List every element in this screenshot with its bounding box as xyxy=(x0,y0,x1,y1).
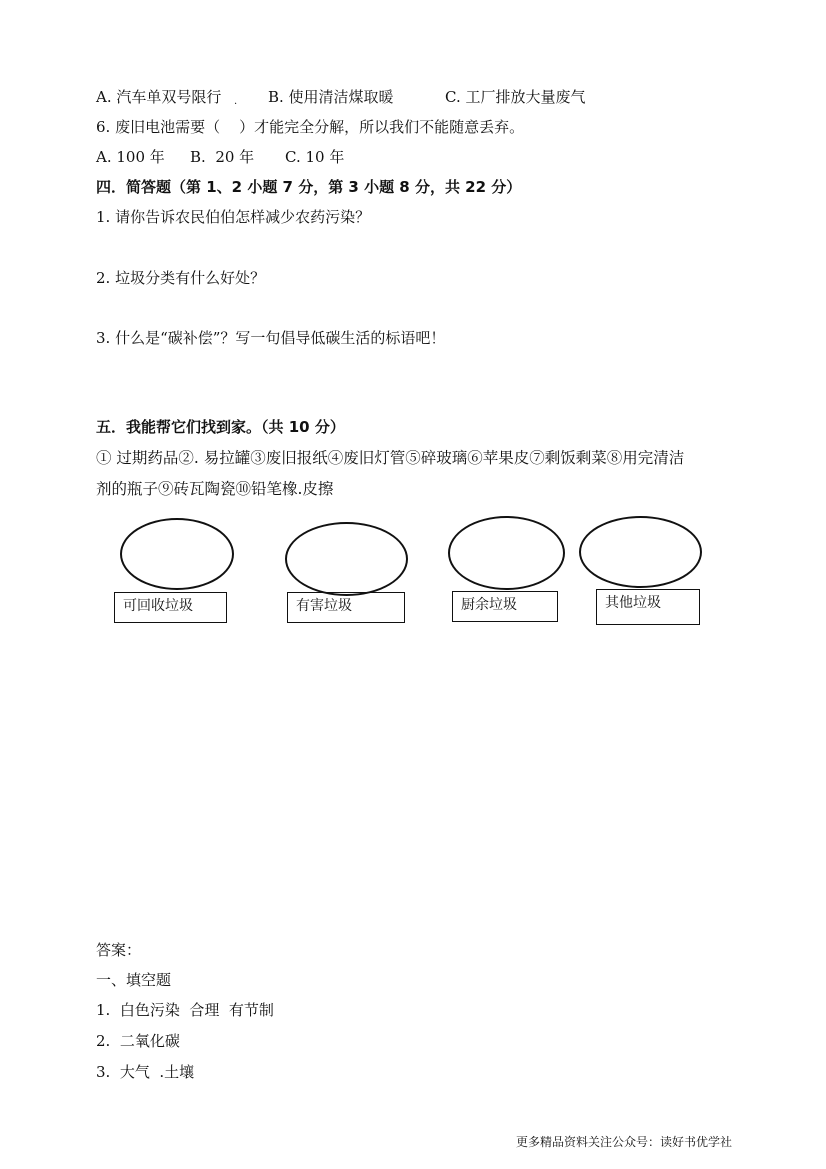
footer-note: 更多精品资料关注公众号：读好书优学社 xyxy=(515,1135,732,1149)
answers-section1: 一、填空题 xyxy=(96,971,172,989)
q5-option-b: B. 使用清洁煤取暖 xyxy=(268,88,394,106)
answer-2: 2. 二氧化碳 xyxy=(96,1032,180,1050)
section5-items-line1: ① 过期药品②. 易拉罐③废旧报纸④废旧灯管⑤碎玻璃⑥苹果皮⑦剩饭剩菜⑧用完清洁 xyxy=(96,449,685,467)
bin-ellipse-other xyxy=(579,516,702,588)
section5-title: 五．我能帮它们找到家。（共 10 分） xyxy=(96,418,345,436)
bin-label-kitchen: 厨余垃圾 xyxy=(452,591,558,622)
section4-q3: 3. 什么是“碳补偿”？写一句倡导低碳生活的标语吧！ xyxy=(96,329,446,347)
bin-label-hazardous: 有害垃圾 xyxy=(287,592,405,623)
q5-option-c: C. 工厂排放大量废气 xyxy=(445,88,586,106)
bin-label-other: 其他垃圾 xyxy=(596,589,700,625)
q6-option-b: B. 20 年 xyxy=(190,148,255,166)
q6-option-a: A. 100 年 xyxy=(96,148,165,166)
bin-ellipse-kitchen xyxy=(448,516,565,590)
stray-mark: . xyxy=(234,96,238,107)
q6-question: 6. 废旧电池需要（ ）才能完全分解，所以我们不能随意丢弃。 xyxy=(96,118,525,136)
bin-ellipse-hazardous xyxy=(285,522,408,596)
bin-ellipse-recyclable xyxy=(120,518,234,590)
section4-title: 四．简答题（第 1、2 小题 7 分，第 3 小题 8 分，共 22 分） xyxy=(96,178,522,196)
section4-q1: 1. 请你告诉农民伯伯怎样减少农药污染？ xyxy=(96,208,371,226)
answers-heading: 答案： xyxy=(96,941,142,959)
answer-3: 3. 大气 .土壤 xyxy=(96,1063,195,1081)
section5-items-line2: 剂的瓶子⑨砖瓦陶瓷⑩铅笔橡.皮擦 xyxy=(96,480,334,498)
section4-q2: 2. 垃圾分类有什么好处？ xyxy=(96,269,266,287)
q6-option-c: C. 10 年 xyxy=(285,148,345,166)
bin-label-recyclable: 可回收垃圾 xyxy=(114,592,227,623)
q5-option-a: A. 汽车单双号限行 xyxy=(96,88,222,106)
answer-1: 1. 白色污染 合理 有节制 xyxy=(96,1001,274,1019)
